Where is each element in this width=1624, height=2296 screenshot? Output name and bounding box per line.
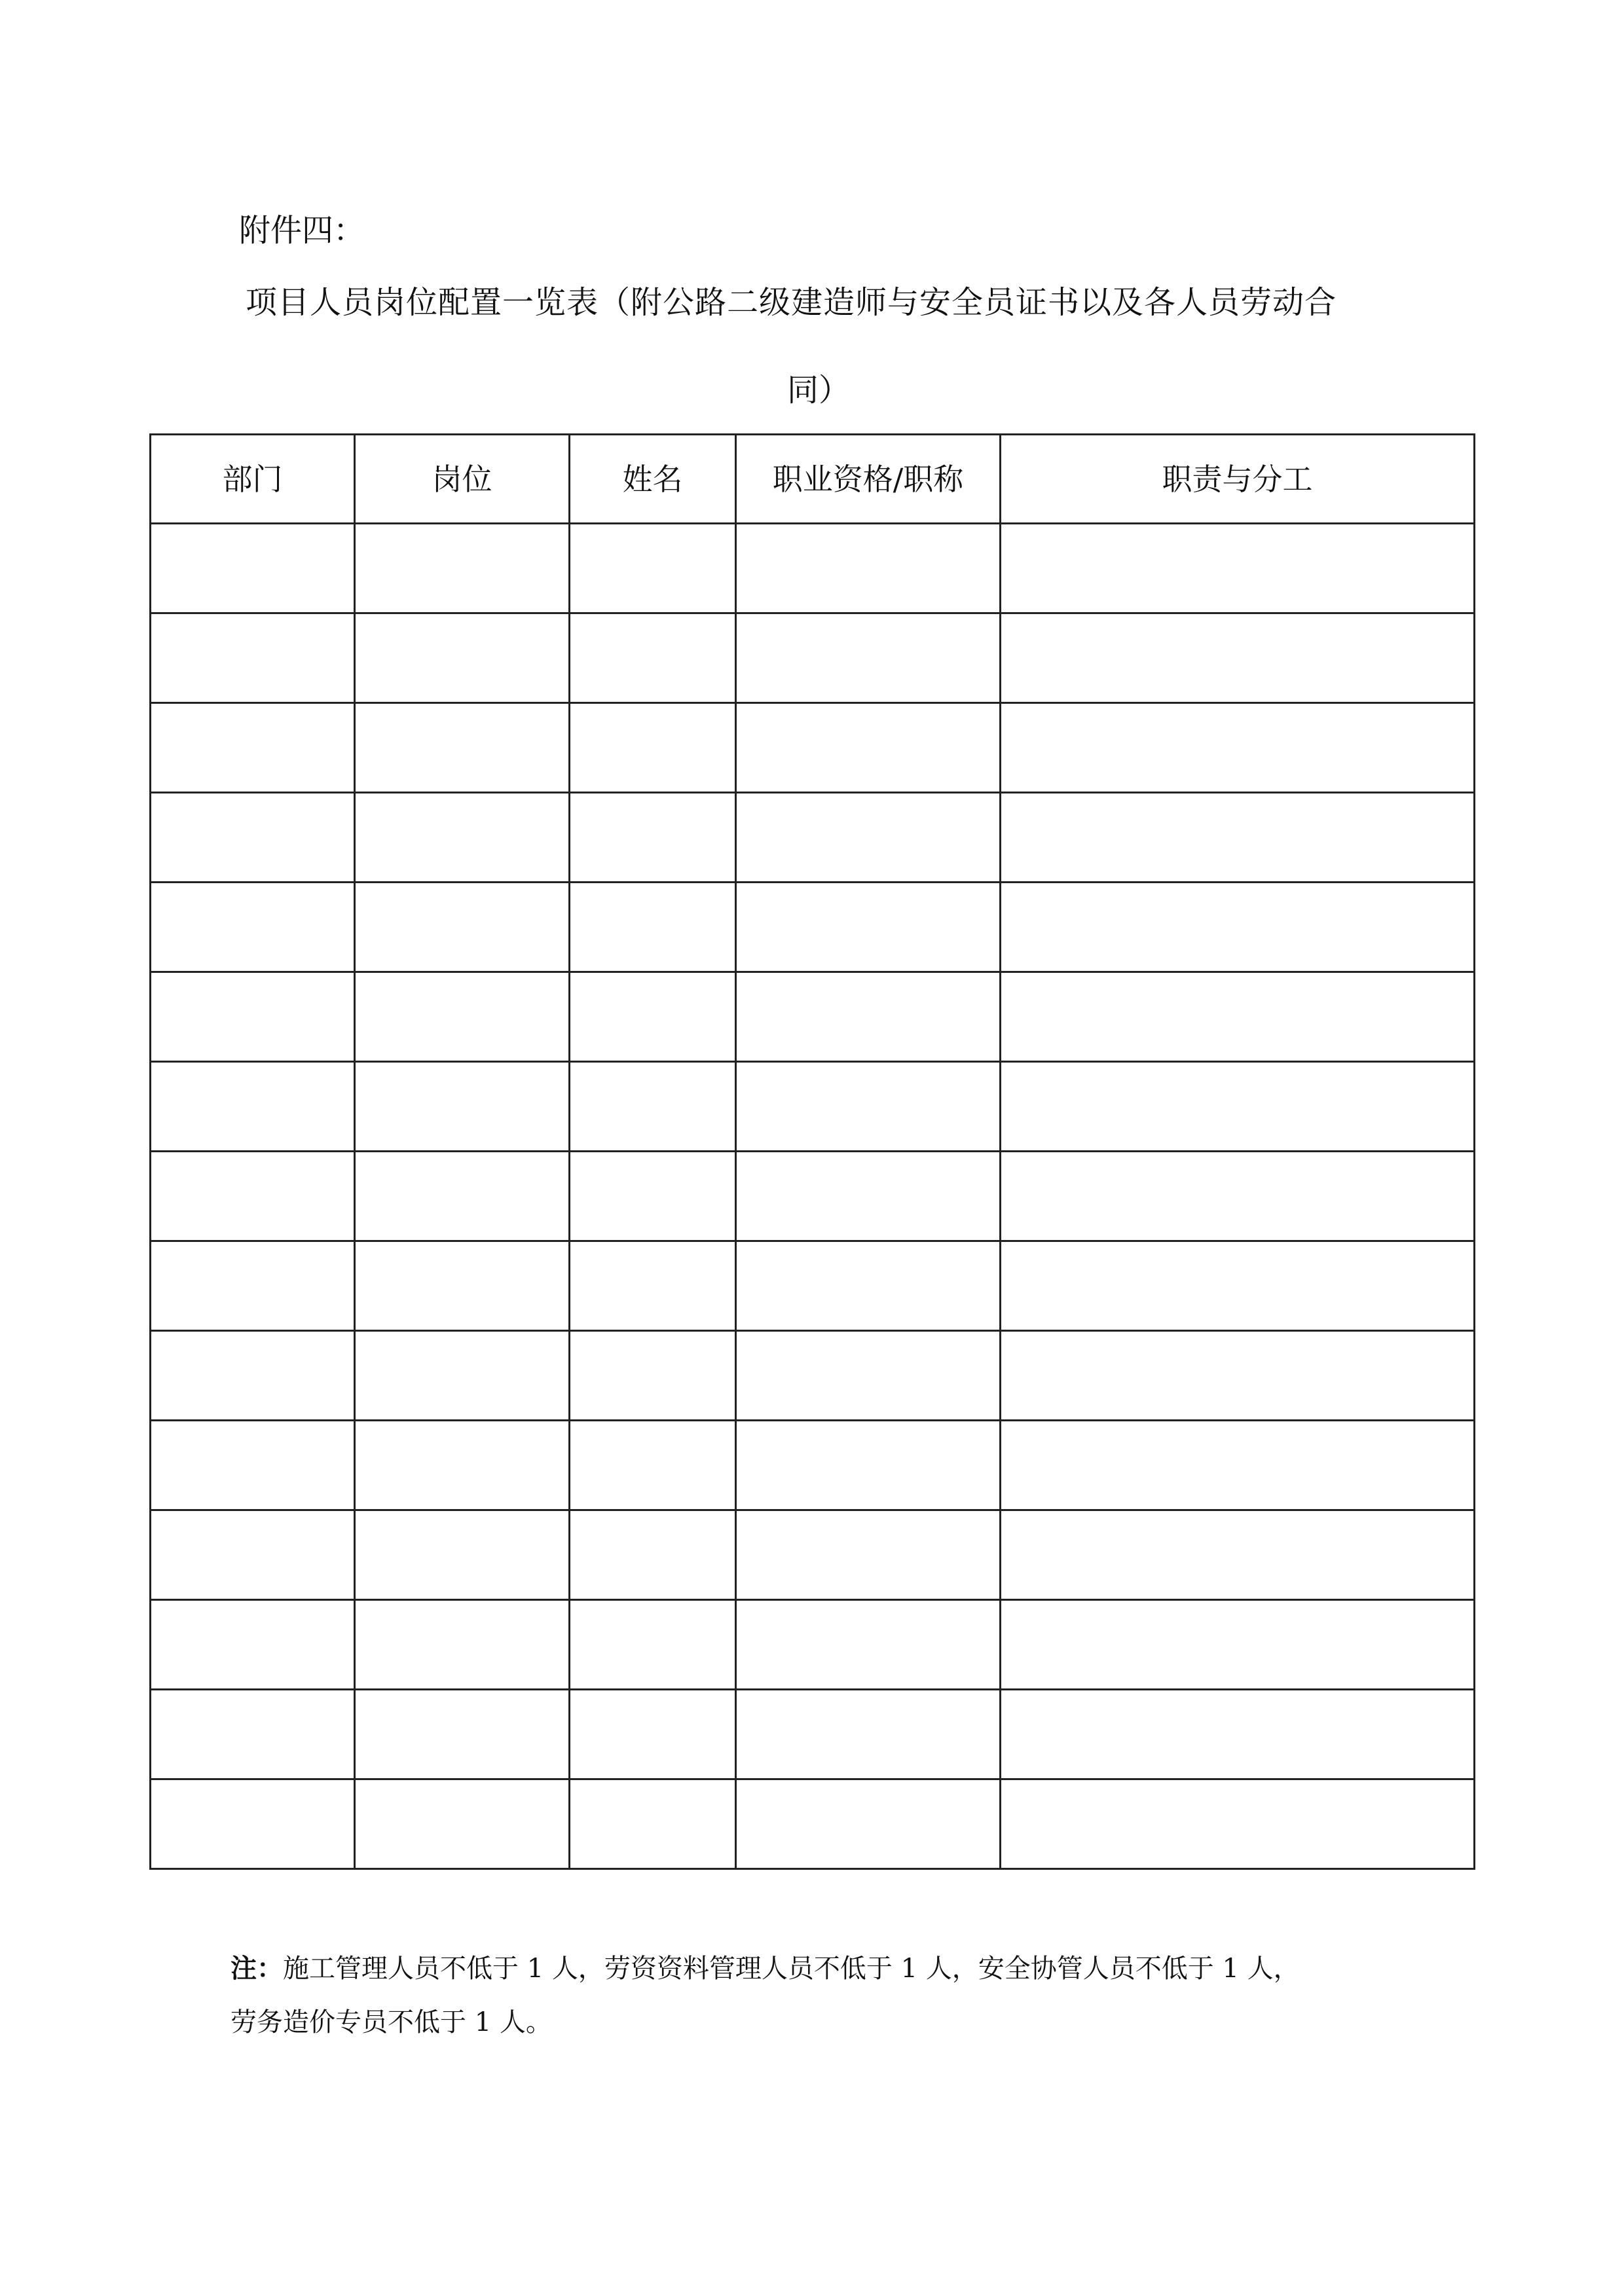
table-cell[interactable] (1001, 524, 1475, 613)
table-cell[interactable] (736, 613, 1001, 703)
table-cell[interactable] (570, 793, 736, 883)
table-cell[interactable] (570, 1062, 736, 1152)
table-row (151, 1600, 1475, 1690)
table-cell[interactable] (151, 793, 355, 883)
table-cell[interactable] (736, 524, 1001, 613)
footnote-line-1 (231, 1942, 1409, 1995)
column-header-qualification: 职业资格/职称 (736, 435, 1001, 524)
table-cell[interactable] (1001, 1510, 1475, 1600)
table-cell[interactable] (570, 1510, 736, 1600)
table-cell[interactable] (151, 972, 355, 1062)
table-cell[interactable] (355, 1690, 570, 1779)
table-cell[interactable] (1001, 793, 1475, 883)
table-cell[interactable] (570, 1331, 736, 1421)
table-cell[interactable] (570, 1421, 736, 1510)
table-cell[interactable] (355, 1779, 570, 1869)
attachment-label: 附件四： (239, 212, 365, 249)
table-cell[interactable] (736, 1062, 1001, 1152)
footnote-label: 注： (231, 1953, 283, 1984)
table-cell[interactable] (355, 1510, 570, 1600)
table-title-continuation: 同） (786, 372, 850, 409)
table-cell[interactable] (355, 1062, 570, 1152)
table-cell[interactable] (570, 613, 736, 703)
table-row (151, 524, 1475, 613)
table-cell[interactable] (1001, 1779, 1475, 1869)
table-cell[interactable] (355, 1600, 570, 1690)
table-cell[interactable] (151, 1690, 355, 1779)
staff-allocation-table (149, 433, 1475, 1870)
column-header-duties: 职责与分工 (1001, 435, 1475, 524)
table-cell[interactable] (736, 1779, 1001, 1869)
table-cell[interactable] (151, 703, 355, 793)
table-cell[interactable] (355, 613, 570, 703)
table-cell[interactable] (570, 1600, 736, 1690)
table-cell[interactable] (736, 1690, 1001, 1779)
table-cell[interactable] (151, 1421, 355, 1510)
table-cell[interactable] (355, 1241, 570, 1331)
table-row (151, 972, 1475, 1062)
table-cell[interactable] (151, 1152, 355, 1241)
table-cell[interactable] (151, 1510, 355, 1600)
table-cell[interactable] (151, 1062, 355, 1152)
table-cell[interactable] (1001, 1600, 1475, 1690)
column-header-name: 姓名 (570, 435, 736, 524)
table-cell[interactable] (1001, 703, 1475, 793)
table-row (151, 1690, 1475, 1779)
table-cell[interactable] (1001, 1421, 1475, 1510)
table-cell[interactable] (1001, 1331, 1475, 1421)
table-cell[interactable] (570, 1152, 736, 1241)
table-cell[interactable] (1001, 1241, 1475, 1331)
table-header-row (151, 435, 1475, 524)
table-cell[interactable] (1001, 883, 1475, 972)
table-cell[interactable] (151, 1331, 355, 1421)
table-cell[interactable] (736, 703, 1001, 793)
table-row (151, 1152, 1475, 1241)
table-row (151, 1779, 1475, 1869)
table-cell[interactable] (736, 1421, 1001, 1510)
table-cell[interactable] (736, 883, 1001, 972)
column-header-position: 岗位 (355, 435, 570, 524)
table-cell[interactable] (355, 1152, 570, 1241)
table-cell[interactable] (570, 703, 736, 793)
table-row (151, 883, 1475, 972)
table-cell[interactable] (736, 1600, 1001, 1690)
table-cell[interactable] (736, 1510, 1001, 1600)
table-cell[interactable] (151, 1600, 355, 1690)
table-cell[interactable] (355, 793, 570, 883)
table-cell[interactable] (736, 1241, 1001, 1331)
table-cell[interactable] (1001, 613, 1475, 703)
table-row (151, 1241, 1475, 1331)
table-cell[interactable] (151, 883, 355, 972)
table-cell[interactable] (736, 1152, 1001, 1241)
footnote-line-2: 劳务造价专员不低于 1 人。 (231, 2007, 552, 2037)
footnote (231, 1942, 1409, 2049)
table-cell[interactable] (570, 883, 736, 972)
table-cell[interactable] (570, 1779, 736, 1869)
table-cell[interactable] (736, 793, 1001, 883)
table-body (151, 524, 1475, 1869)
footnote-text-1: 施工管理人员不低于 1 人，劳资资料管理人员不低于 1 人，安全协管人员不低于 1 人， (283, 1954, 1300, 1984)
table-cell[interactable] (570, 1690, 736, 1779)
table-cell[interactable] (355, 972, 570, 1062)
table-row (151, 1510, 1475, 1600)
table-cell[interactable] (355, 524, 570, 613)
table-cell[interactable] (570, 972, 736, 1062)
table-row (151, 793, 1475, 883)
table-row (151, 613, 1475, 703)
column-header-department: 部门 (151, 435, 355, 524)
table-title: 项目人员岗位配置一览表（附公路二级建造师与安全员证书以及各人员劳动合 (246, 284, 1337, 321)
table-cell[interactable] (570, 1241, 736, 1331)
table-cell[interactable] (736, 1331, 1001, 1421)
table-row (151, 1331, 1475, 1421)
table-cell[interactable] (355, 1421, 570, 1510)
table-cell[interactable] (151, 524, 355, 613)
table-cell[interactable] (355, 703, 570, 793)
table-cell[interactable] (736, 972, 1001, 1062)
table-cell[interactable] (151, 1779, 355, 1869)
table-cell[interactable] (1001, 1152, 1475, 1241)
table-cell[interactable] (1001, 1690, 1475, 1779)
table-cell[interactable] (570, 524, 736, 613)
table-cell[interactable] (151, 613, 355, 703)
table-cell[interactable] (355, 883, 570, 972)
table-row (151, 1062, 1475, 1152)
table-cell[interactable] (151, 1241, 355, 1331)
table-cell[interactable] (1001, 1062, 1475, 1152)
table-cell[interactable] (1001, 972, 1475, 1062)
table-row (151, 703, 1475, 793)
table-row (151, 1421, 1475, 1510)
table-cell[interactable] (355, 1331, 570, 1421)
